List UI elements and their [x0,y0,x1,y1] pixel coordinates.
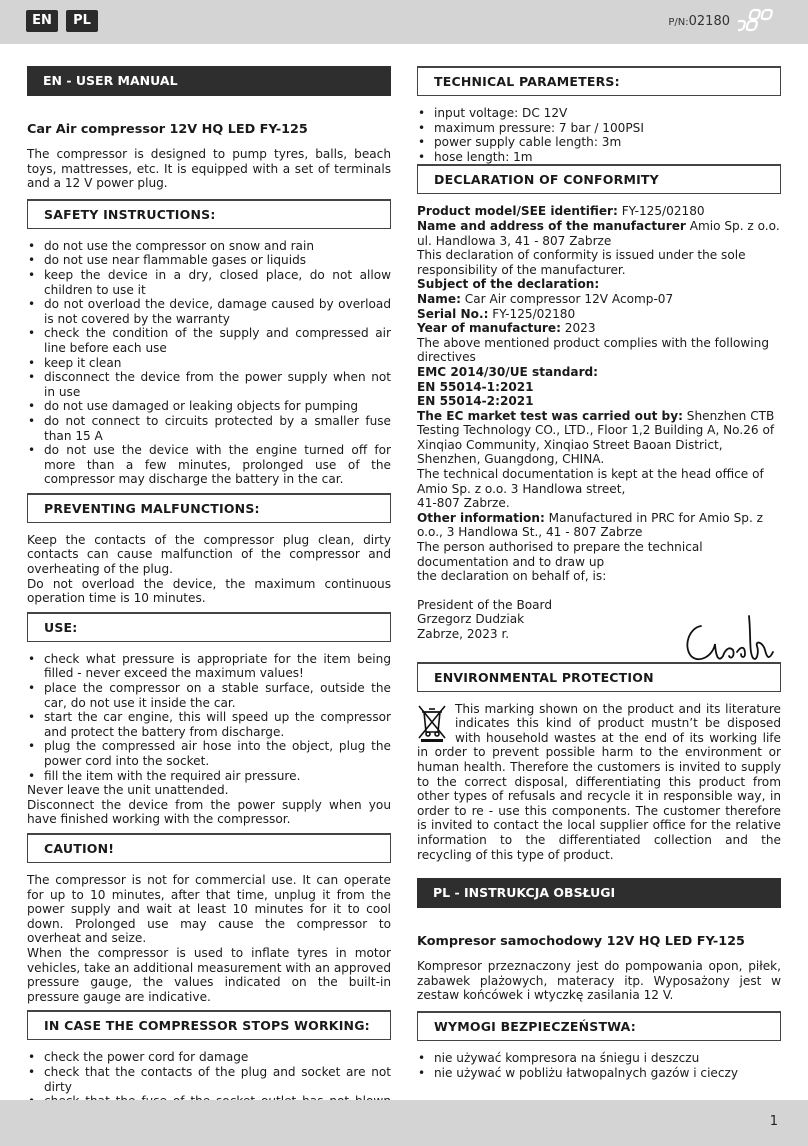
decl-value: FY-125/02180 [617,204,705,219]
decl-value: Shenzhen CTB Testing Technology CO., LTD., Floor 1,2 Building A, No.26 of Xinqiao Community, Xinqiao Street Baoan District, Shenzhen, Guangdong, CHINA. [417,408,775,467]
list-item: • fill the item with the required air pressure. [27,769,391,784]
brand-logo-icon [738,8,778,34]
list-item: • keep it clean [27,356,391,371]
decl-label: EN 55014-2:2021 [417,394,534,409]
lang-pl-badge[interactable]: PL [66,10,98,32]
intro-text: The compressor is designed to pump tyres, balls, beach toys, mattresses, etc. It is equipped with a set of terminals and a 12 V power plug. [27,147,391,191]
use-header: USE: [27,612,391,642]
bottom-bar [0,1100,808,1146]
list-item: • keep the device in a dry, closed place, do not allow children to use it [27,268,391,297]
caution-text-2: When the compressor is used to inflate tyres in motor vehicles, take an additional measurement with an approved pressure gauge, the values indicated on the built-in pressure gauge are indicative. [27,945,391,1004]
decl-label: Name: [417,291,461,306]
list-item: • nie używać w pobliżu łatwopalnych gazów i cieczy [417,1066,781,1081]
use-text-1: Never leave the unit unattended. [27,783,229,798]
signatory-role: President of the Board [417,597,552,612]
safety-list [27,239,391,487]
decl-text: the declaration on behalf of, is: [417,569,607,584]
environment-text: This marking shown on the product and its literature indicates this kind of product mustn’t be disposed with household wastes at the end of its working life in order to prevent possible harm to the environment or human health. Therefore the customers is invited to supply to the correct disposal, differentiating this product from other types of refusals and recycle it in responsible way, in order to re - use this components. The customer therefore is invited to contact the local supplier office for the relative information to the differentiated collection and the recycling of this type of product. [417,701,781,862]
decl-value: Car Air compressor 12V Acomp-07 [460,291,674,306]
pl-safety-list [417,1051,781,1080]
list-item: • check the condition of the supply and compressed air line before each use [27,326,391,355]
safety-header: SAFETY INSTRUCTIONS: [27,199,391,229]
list-item: • maximum pressure: 7 bar / 100PSI [417,121,781,136]
decl-value: 2023 [560,321,596,336]
caution-header: CAUTION! [27,833,391,863]
top-bar [0,0,808,44]
decl-value: FY-125/02180 [488,306,576,321]
declaration-header: DECLARATION OF CONFORMITY [417,164,781,194]
pl-intro-text: Kompresor przeznaczony jest do pompowania opon, piłek, zabawek plażowych, materacy itp. Wyposażony jest w zestaw końcówek i wtyczkę zasilania 12 V. [417,959,781,1003]
caution-text-1: The compressor is not for commercial use. It can operate for up to 10 minutes, after that time, unplug it from the power supply and wait at least 10 minutes for it to cool down. Prolonged use may cause the compressor to overheat and seize. [27,872,391,946]
pl-safety-header: WYMOGI BEZPIECZEŃSTWA: [417,1011,781,1041]
stops-working-header: IN CASE THE COMPRESSOR STOPS WORKING: [27,1010,391,1040]
decl-text: The technical documentation is kept at the head office of Amio Sp. z o.o. 3 Handlowa street, [417,467,764,496]
environment-section [417,702,781,863]
list-item: • plug the compressed air hose into the object, plug the power cord into the socket. [27,739,391,768]
tech-params-header: TECHNICAL PARAMETERS: [417,66,781,96]
decl-label: Product model/SEE identifier: [417,204,618,219]
malfunctions-text-1: Keep the contacts of the compressor plug clean, dirty contacts can cause malfunction of the compressor and overheating of the plug. [27,532,391,577]
decl-label: EN 55014-1:2021 [417,379,534,394]
en-manual-header: EN - USER MANUAL [27,66,391,96]
list-item: • nie używać kompresora na śniegu i deszczu [417,1051,781,1066]
decl-label: The EC market test was carried out by: [417,408,683,423]
list-item: • do not use damaged or leaking objects for pumping [27,399,391,414]
lang-en-badge[interactable]: EN [26,10,58,32]
list-item: • hose length: 1m [417,150,781,165]
pn-value: 02180 [688,14,730,29]
list-item: • do not use the device with the engine turned off for more than a few minutes, prolonged use of the compressor may discharge the battery in the car. [27,443,391,487]
list-item: • start the car engine, this will speed up the compressor and protect the battery from discharge. [27,710,391,739]
signature-icon [679,606,779,676]
malfunctions-header: PREVENTING MALFUNCTIONS: [27,493,391,523]
product-title: Car Air compressor 12V HQ LED FY-125 [27,122,308,137]
list-item: • place the compressor on a stable surface, outside the car, do not use it inside the car. [27,681,391,710]
tech-list [417,106,781,164]
declaration-body [417,204,781,641]
decl-text: This declaration of conformity is issued under the sole responsibility of the manufacturer. [417,248,746,277]
decl-label: Subject of the declaration: [417,277,600,292]
malfunctions-text-2: Do not overload the device, the maximum continuous operation time is 10 minutes. [27,576,391,606]
list-item: • do not connect to circuits protected by a smaller fuse than 15 A [27,414,391,443]
environment-header: ENVIRONMENTAL PROTECTION [417,662,781,692]
list-item: • check what pressure is appropriate for the item being filled - never exceed the maximum values! [27,652,391,681]
weee-bin-icon [417,704,447,742]
list-item: • input voltage: DC 12V [417,106,781,121]
decl-text: 41-807 Zabrze. [417,496,510,511]
list-item: • do not overload the device, damage caused by overload is not covered by the warranty [27,297,391,326]
left-column [27,66,391,1138]
signatory-place-date: Zabrze, 2023 r. [417,627,510,641]
list-item: • power supply cable length: 3m [417,135,781,150]
list-item: • do not use the compressor on snow and rain [27,239,391,254]
list-item: • disconnect the device from the power supply when not in use [27,370,391,399]
pn-prefix: P/N: [668,17,689,28]
page-number: 1 [769,1114,778,1129]
decl-text: The person authorised to prepare the technical documentation and to draw up [417,540,703,569]
list-item: • check that the contacts of the plug and socket are not dirty [27,1065,391,1094]
decl-text: The above mentioned product complies with the following directives [417,335,770,365]
part-number [668,14,730,29]
decl-value: Amio Sp. z o.o. ul. Handlowa 3, 41 - 807 Zabrze [417,218,780,248]
pl-manual-header: PL - INSTRUKCJA OBSŁUGI [417,878,781,908]
decl-label: EMC 2014/30/UE standard: [417,364,599,379]
decl-label: Name and address of the manufacturer [417,218,686,233]
decl-label: Serial No.: [417,306,489,321]
decl-value: Manufactured in PRC for Amio Sp. z o.o., 3 Handlowa St., 41 - 807 Zabrze [417,510,763,540]
pl-product-title: Kompresor samochodowy 12V HQ LED FY-125 [417,934,745,950]
list-item: • check the power cord for damage [27,1050,391,1065]
right-column [417,66,781,1080]
signatory-name: Grzegorz Dudziak [417,612,525,627]
decl-label: Year of manufacture: [417,321,561,336]
decl-label: Other information: [417,510,545,525]
use-list [27,652,391,783]
list-item: • do not use near flammable gases or liquids [27,253,391,268]
use-text-2: Disconnect the device from the power supply when you have finished working with the compressor. [27,797,391,827]
